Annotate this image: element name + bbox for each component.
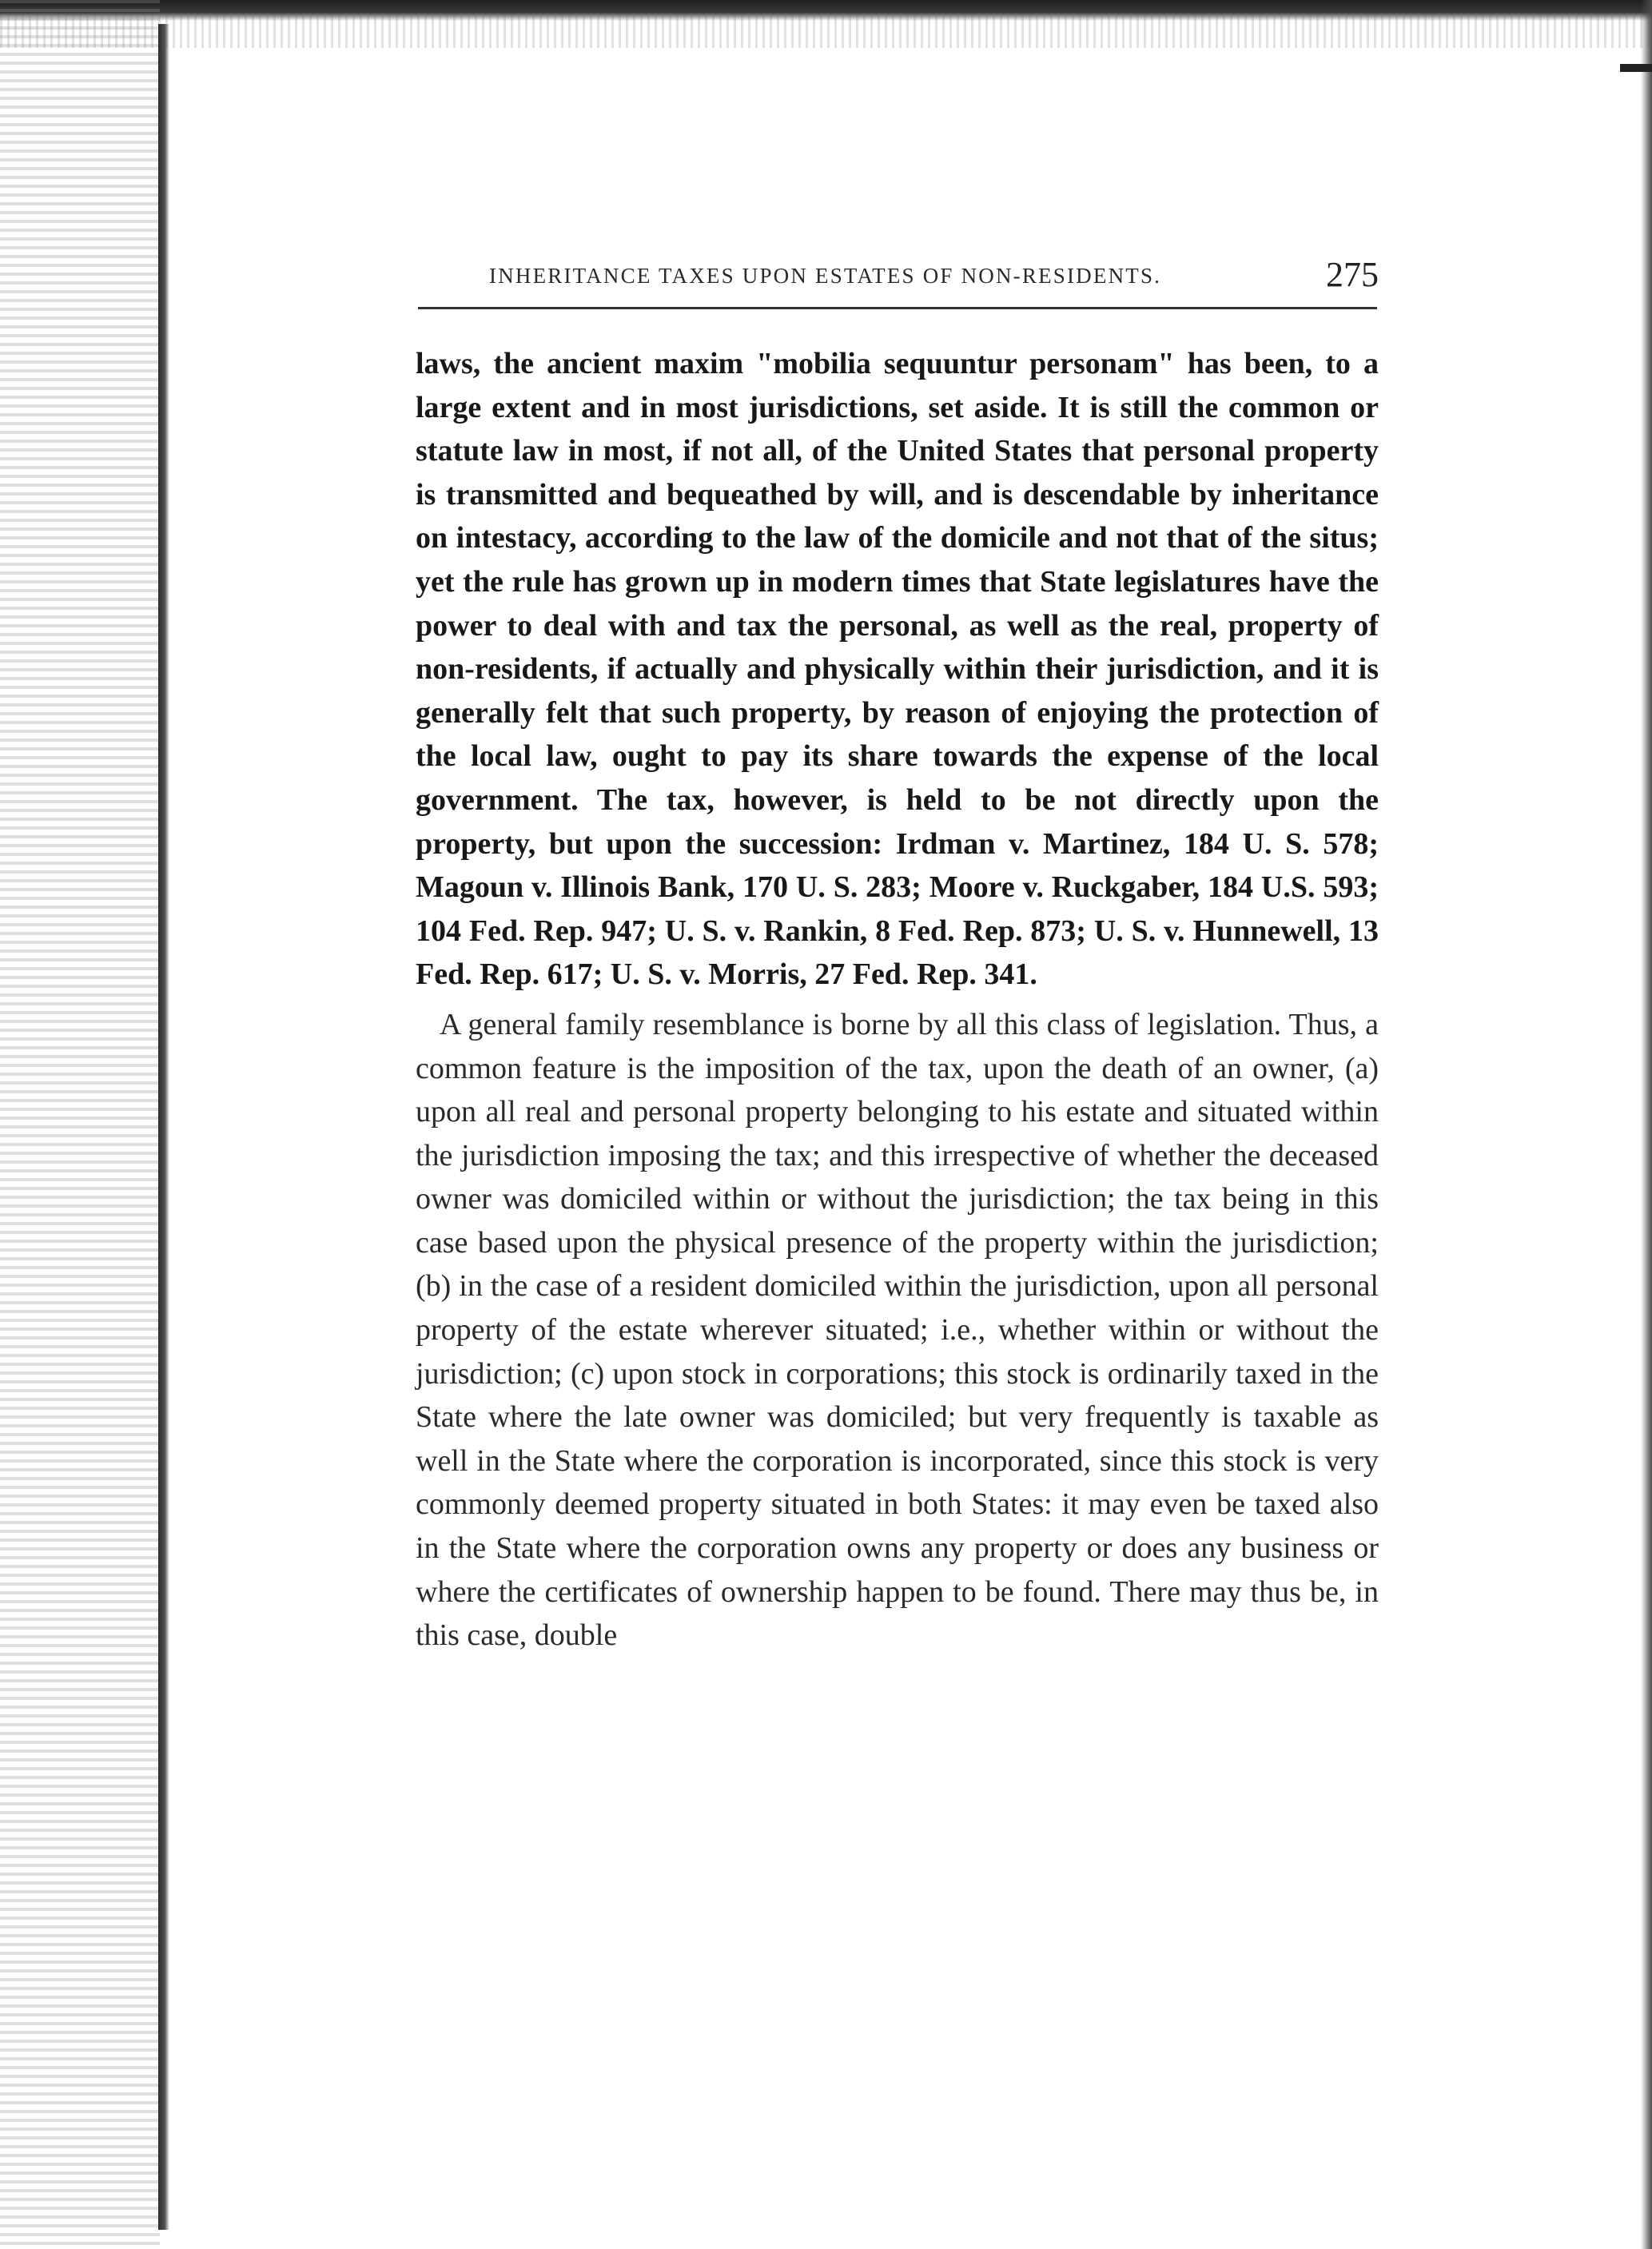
scan-top-speckle bbox=[0, 16, 1652, 48]
running-header-title: INHERITANCE TAXES UPON ESTATES OF NON-RESIDENTS. bbox=[489, 264, 1162, 288]
scan-left-page-edge bbox=[158, 24, 169, 2230]
scan-right-page-edge bbox=[1641, 0, 1652, 2249]
body-text bbox=[416, 342, 1379, 1658]
page-number: 275 bbox=[1326, 255, 1379, 294]
paragraph-2: A general family resemblance is borne by all this class of legislation. Thus, a common feature is the imposition of the tax, upon the death of an owner, (a) upon all real and personal property belonging to his estate and situated within the jurisdiction imposing the tax; and this irrespective of whether the deceased owner was domiciled within or without the jurisdiction; the tax being in this case based upon the physical presence of the property within the jurisdiction; (b) in the case of a resident domiciled within the jurisdiction, upon all personal property of the estate wherever situated; i.e., whether within or without the jurisdiction; (c) upon stock in corporations; this stock is ordinarily taxed in the State where the late owner was domiciled; but very frequently is taxable as well in the State where the corporation is incorporated, since this stock is very commonly deemed property situated in both States: it may even be taxed also in the State where the corporation owns any property or does any business or where the certificates of ownership happen to be found. There may thus be, in this case, double bbox=[416, 1007, 1379, 1653]
scan-right-mark bbox=[1620, 64, 1652, 72]
header-rule bbox=[418, 307, 1377, 309]
paragraph-1: laws, the ancient maxim "mobilia sequuntur personam" has been, to a large extent and in most jurisdictions, set aside. It is still the common or statute law in most, if not all, of the United States that personal property is transmitted and bequeathed by will, and is descendable by inheritance on intestacy, according to the law of the domicile and not that of the situs; yet the rule has grown up in modern times that State legislatures have the power to deal with and tax the personal, as well as the real, property of non-residents, if actually and physically within their jurisdiction, and it is generally felt that such property, by reason of enjoying the protection of the local law, ought to pay its share towards the expense of the local government. The tax, however, is held to be not directly upon the property, but upon the succession: Irdman v. Martinez, 184 U. S. 578; Magoun v. Illinois Bank, 170 U. S. 283; Moore v. Ruckgaber, 184 U.S. 593; 104 Fed. Rep. 947; U. S. v. Rankin, 8 Fed. Rep. 873; U. S. v. Hunnewell, 13 Fed. Rep. 617; U. S. v. Morris, 27 Fed. Rep. 341. bbox=[416, 347, 1379, 992]
scan-left-binding-shadow bbox=[0, 0, 160, 2249]
running-header bbox=[416, 254, 1379, 302]
